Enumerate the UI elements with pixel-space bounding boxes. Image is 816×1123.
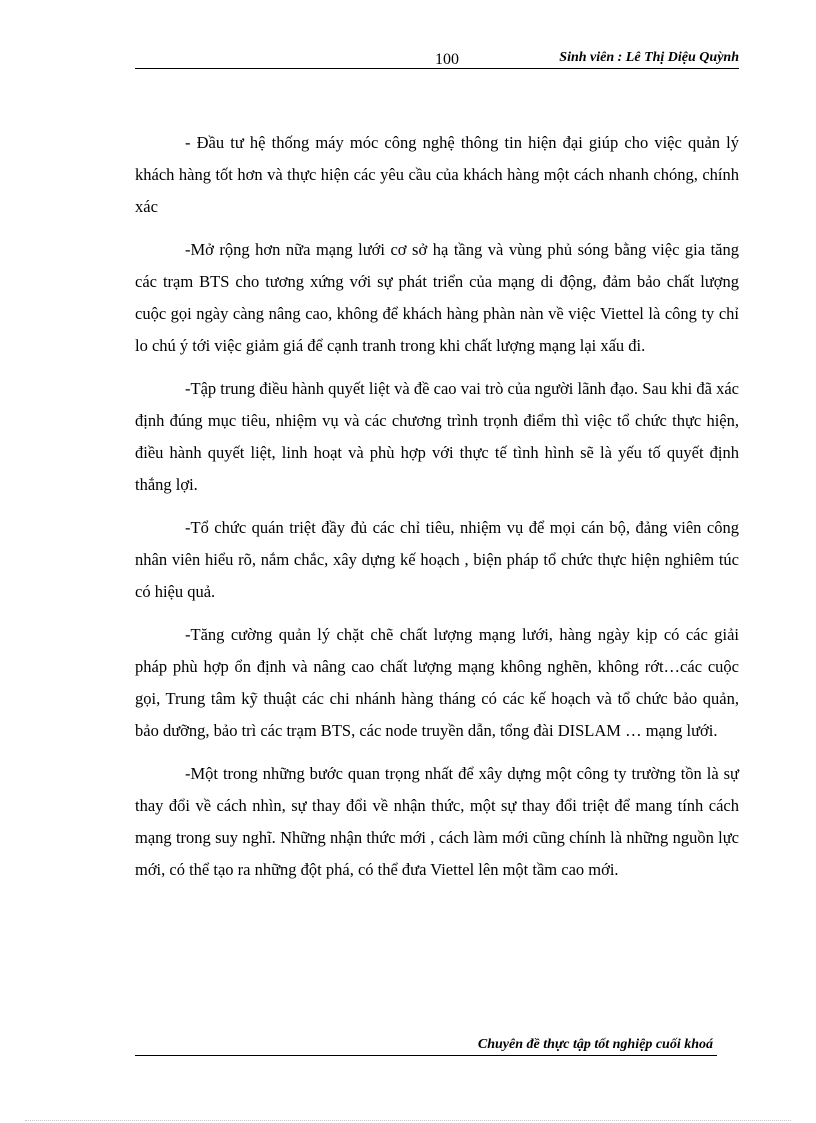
paragraph: -Tăng cường quản lý chặt chẽ chất lượng mạng lưới, hàng ngày kịp có các giải pháp phù hợp ổn định và nâng cao chất lượng mạng không nghẽn, không rớt…các cuộc gọi, Trung tâm kỹ thuật các chi nhánh hàng tháng có các kế hoạch và tổ chức bảo quản, bảo dưỡng, bảo trì các trạm BTS, các node truyền dẫn, tổng đài DISLAM … mạng lưới.: [135, 625, 739, 740]
page-header: [135, 48, 739, 70]
page-number: 100: [435, 51, 459, 68]
header-author: Sinh viên : Lê Thị Diệu Quỳnh: [559, 50, 739, 65]
paragraph: - Đầu tư hệ thống máy móc công nghệ thông tin hiện đại giúp cho việc quản lý khách hàng tốt hơn và thực hiện các yêu cầu của khách hàng một cách nhanh chóng, chính xác: [135, 133, 739, 216]
paragraph: -Một trong những bước quan trọng nhất để xây dựng một công ty trường tồn là sự thay đổi về cách nhìn, sự thay đổi về nhận thức, một sự thay đổi triệt để mang tính cách mạng trong suy nghĩ. Những nhận thức mới , cách làm mới cũng chính là những nguồn lực mới, có thể tạo ra những đột phá, có thể đưa Viettel lên một tầm cao mới.: [135, 764, 739, 879]
page-footer: [135, 1037, 717, 1057]
body-text: [135, 127, 739, 897]
paragraph: -Tập trung điều hành quyết liệt và đề cao vai trò của người lãnh đạo. Sau khi đã xác định đúng mục tiêu, nhiệm vụ và các chương trình trọnh điểm thì việc tổ chức thực hiện, điều hành quyết liệt, linh hoạt và phù hợp với thực tế tình hình sẽ là yếu tố quyết định thắng lợi.: [135, 379, 739, 494]
header-rule: [135, 68, 739, 69]
footer-rule: [135, 1055, 717, 1056]
paragraph: -Tổ chức quán triệt đầy đủ các chỉ tiêu, nhiệm vụ để mọi cán bộ, đảng viên công nhân viên hiểu rõ, nắm chắc, xây dựng kế hoạch , biện pháp tổ chức thực hiện nghiêm túc có hiệu quả.: [135, 518, 739, 601]
footer-text: Chuyên đề thực tập tốt nghiệp cuối khoá: [477, 1037, 713, 1052]
paragraph: -Mở rộng hơn nữa mạng lưới cơ sở hạ tầng và vùng phủ sóng bằng việc gia tăng các trạm BTS cho tương xứng với sự phát triển của mạng di động, đảm bảo chất lượng cuộc gọi ngày càng nâng cao, không để khách hàng phàn nàn về việc Viettel là công ty chỉ lo chú ý tới việc giảm giá để cạnh tranh trong khi chất lượng mạng lại xấu đi.: [135, 240, 739, 355]
page-bottom-border: [25, 1120, 791, 1121]
